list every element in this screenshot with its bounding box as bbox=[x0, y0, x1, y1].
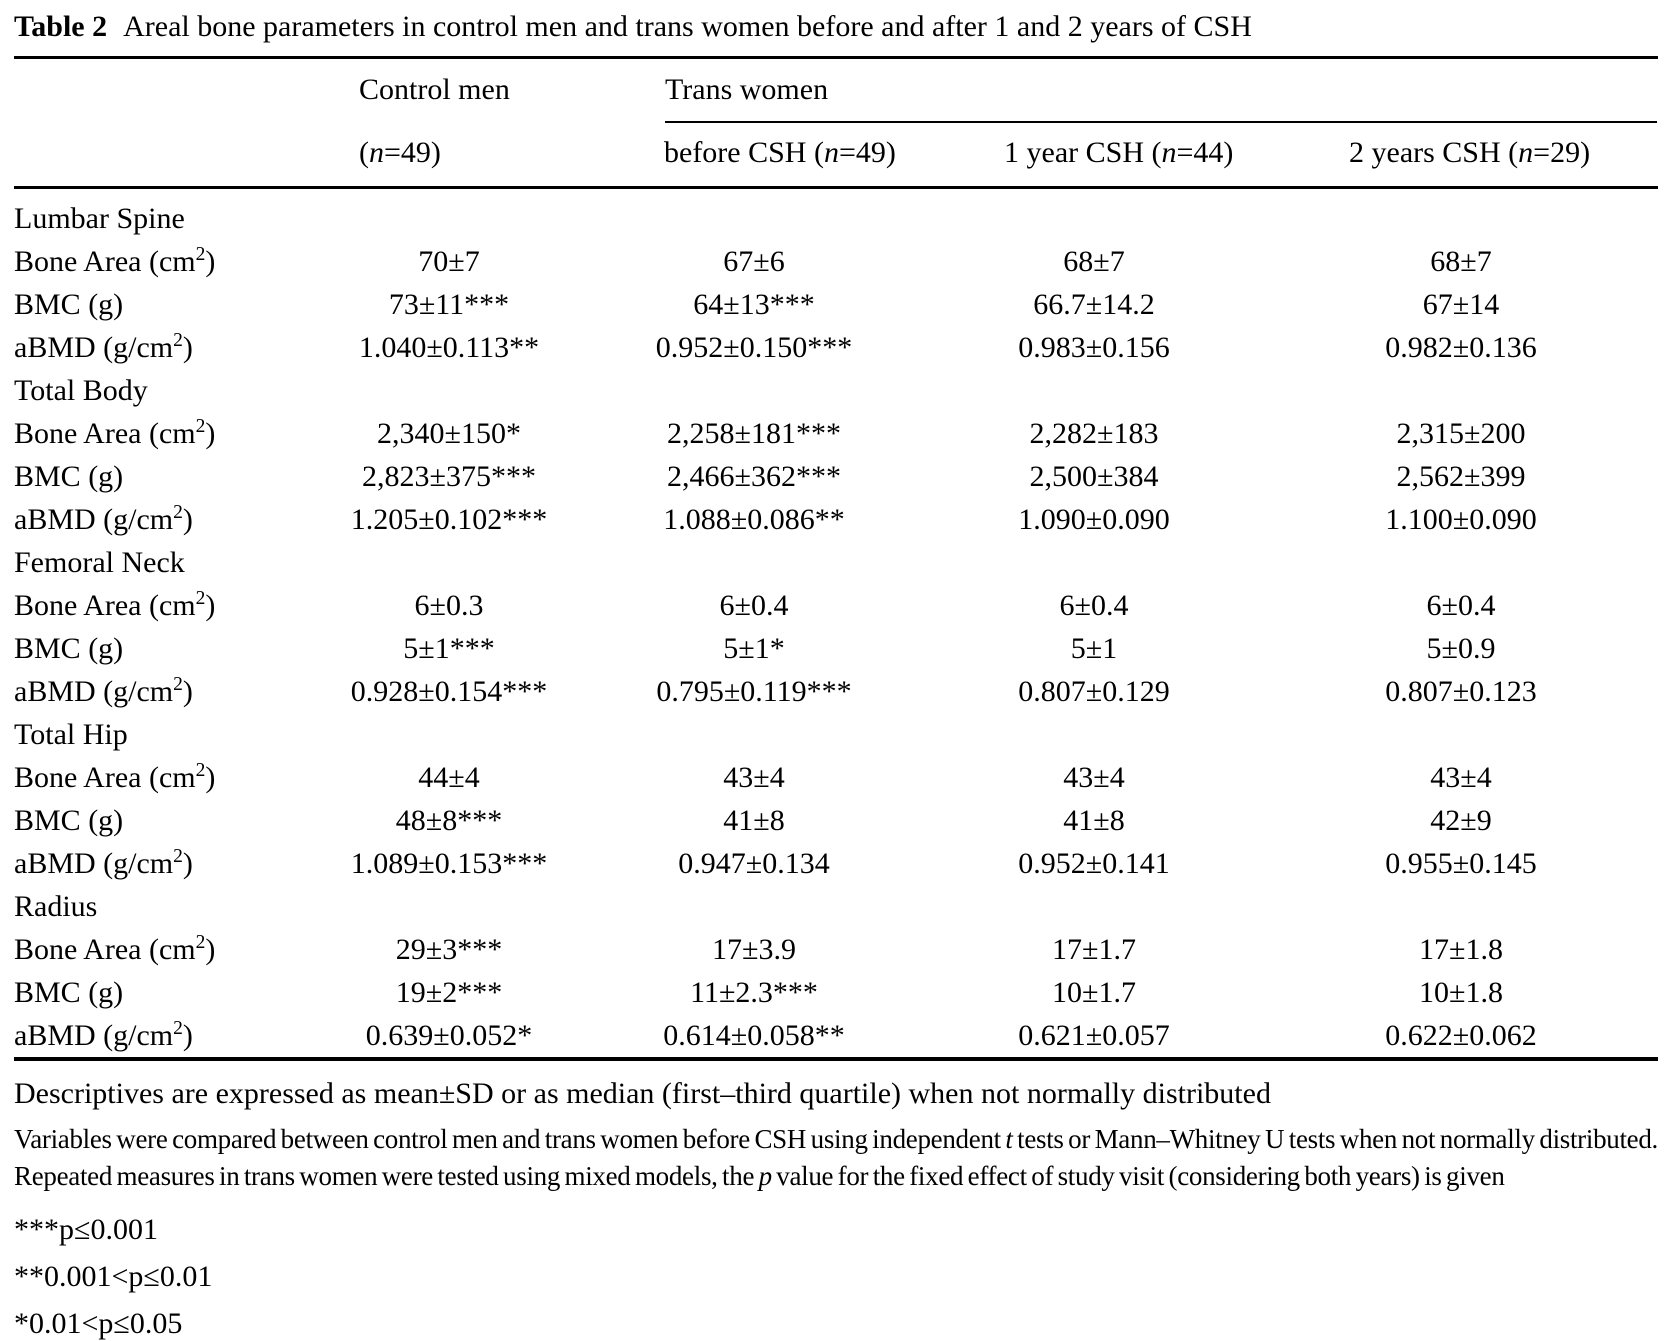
table-caption bbox=[14, 6, 1658, 56]
value-cell: 0.795±0.119*** bbox=[656, 674, 852, 708]
value-cell: 0.947±0.134 bbox=[678, 846, 830, 880]
table-row bbox=[14, 627, 1658, 670]
section-row bbox=[14, 369, 1658, 412]
row-label: BMC (g) bbox=[14, 631, 124, 665]
value-cell: 5±1*** bbox=[403, 631, 495, 665]
value-cell: 10±1.8 bbox=[1419, 975, 1503, 1009]
section-label: Lumbar Spine bbox=[14, 201, 185, 235]
value-cell: 0.614±0.058** bbox=[663, 1018, 845, 1052]
header-trans-women: Trans women bbox=[665, 73, 829, 106]
footnote-sig-001: ***p≤0.001 bbox=[14, 1213, 158, 1246]
row-label: Bone Area $(cm^2)$ bbox=[14, 587, 216, 622]
superscript: 2 bbox=[173, 329, 183, 351]
value-cell: 2,282±183 bbox=[1029, 416, 1159, 450]
n-italic: n bbox=[823, 136, 839, 169]
section-label: Total Hip bbox=[14, 717, 128, 751]
value-cell: 0.982±0.136 bbox=[1385, 330, 1537, 364]
row-label: BMC (g) bbox=[14, 287, 124, 321]
value-cell: 43±4 bbox=[1063, 760, 1125, 794]
footnote-methods: Variables were compared between control men and trans women before CSH using independent t tests or Mann–Whitney U tests when not normally distributed. Repeated measures in trans women were tested using mixed models, the p value for the fixed effect of study visit (considering both years) is given bbox=[14, 1124, 1659, 1191]
value-cell: 5±1* bbox=[723, 631, 785, 665]
table-row bbox=[14, 928, 1658, 971]
table-row bbox=[14, 412, 1658, 455]
table-row bbox=[14, 799, 1658, 842]
header-group-row bbox=[14, 58, 1658, 127]
value-cell: 0.639±0.052* bbox=[365, 1018, 533, 1052]
value-cell: 1.089±0.153*** bbox=[350, 846, 548, 880]
table-row bbox=[14, 842, 1658, 885]
value-cell: 2,340±150* bbox=[377, 416, 521, 450]
value-cell: 17±1.8 bbox=[1419, 932, 1503, 966]
value-cell: 0.952±0.141 bbox=[1018, 846, 1170, 880]
n-italic: n bbox=[1518, 136, 1534, 169]
subheader-empty-cell bbox=[14, 126, 314, 188]
row-label: Bone Area $(cm^2)$ bbox=[14, 931, 216, 966]
superscript: 2 bbox=[195, 931, 206, 953]
row-label: aBMD $(g/cm^2)$ bbox=[14, 1017, 193, 1052]
row-label: Bone Area $(cm^2)$ bbox=[14, 243, 216, 278]
superscript: 2 bbox=[195, 587, 206, 609]
value-cell: 29±3*** bbox=[395, 932, 503, 966]
value-cell: 64±13*** bbox=[693, 287, 815, 321]
n-italic: n bbox=[369, 136, 384, 169]
header-empty-cell bbox=[14, 58, 314, 127]
row-label: aBMD $(g/cm^2)$ bbox=[14, 329, 193, 364]
value-cell: 2,258±181*** bbox=[667, 416, 841, 450]
value-cell: 6±0.3 bbox=[414, 588, 484, 622]
value-cell: 73±11*** bbox=[388, 287, 510, 321]
section-row bbox=[14, 188, 1658, 241]
value-cell: 0.955±0.145 bbox=[1385, 846, 1537, 880]
row-label: Bone Area $(cm^2)$ bbox=[14, 759, 216, 794]
value-cell: 2,823±375*** bbox=[362, 459, 536, 493]
value-cell: 0.621±0.057 bbox=[1018, 1018, 1170, 1052]
footnote-descriptives: Descriptives are expressed as mean±SD or as median (first–third quartile) when not normally distributed bbox=[14, 1077, 1271, 1110]
table-row bbox=[14, 756, 1658, 799]
value-cell: 1.100±0.090 bbox=[1385, 502, 1537, 536]
value-cell: 67±6 bbox=[723, 244, 785, 278]
subheader-2years-csh: 2 years CSH (n=29) bbox=[1264, 126, 1658, 188]
table-row bbox=[14, 283, 1658, 326]
value-cell: 11±2.3*** bbox=[690, 975, 818, 1009]
value-cell: 43±4 bbox=[723, 760, 785, 794]
superscript: 2 bbox=[173, 673, 183, 695]
subheader-control-n: (n=49) bbox=[314, 126, 584, 188]
superscript: 2 bbox=[173, 501, 183, 523]
row-label: BMC (g) bbox=[14, 803, 124, 837]
value-cell: 0.622±0.062 bbox=[1385, 1018, 1537, 1052]
value-cell: 2,466±362*** bbox=[667, 459, 841, 493]
table-row bbox=[14, 498, 1658, 541]
superscript: 2 bbox=[173, 1017, 183, 1039]
value-cell: 2,500±384 bbox=[1029, 459, 1159, 493]
value-cell: 48±8*** bbox=[395, 803, 503, 837]
value-cell: 68±7 bbox=[1430, 244, 1492, 278]
value-cell: 0.807±0.123 bbox=[1385, 674, 1537, 708]
row-label: aBMD $(g/cm^2)$ bbox=[14, 501, 193, 536]
value-cell: 5±1 bbox=[1070, 631, 1118, 665]
value-cell: 2,315±200 bbox=[1396, 416, 1526, 450]
value-cell: 1.205±0.102*** bbox=[350, 502, 548, 536]
footnote-sig-01: **0.001<p≤0.01 bbox=[14, 1260, 213, 1293]
superscript: 2 bbox=[195, 243, 206, 265]
trans-women-underline bbox=[665, 73, 1657, 123]
value-cell: 0.807±0.129 bbox=[1018, 674, 1170, 708]
table-title: Areal bone parameters in control men and trans women before and after 1 and 2 years of CSH bbox=[123, 10, 1252, 43]
value-cell: 70±7 bbox=[418, 244, 480, 278]
value-cell: 6±0.4 bbox=[1059, 588, 1129, 622]
value-cell: 19±2*** bbox=[395, 975, 503, 1009]
table-label: Table 2 bbox=[14, 10, 108, 43]
value-cell: 6±0.4 bbox=[719, 588, 789, 622]
table-row bbox=[14, 240, 1658, 283]
section-label: Total Body bbox=[14, 373, 148, 407]
value-cell: 2,562±399 bbox=[1396, 459, 1526, 493]
value-cell: 17±1.7 bbox=[1052, 932, 1136, 966]
header-sub-row bbox=[14, 126, 1658, 188]
header-trans-women-cell bbox=[584, 58, 1658, 127]
subheader-1year-csh: 1 year CSH (n=44) bbox=[924, 126, 1264, 188]
value-cell: 68±7 bbox=[1063, 244, 1125, 278]
value-cell: 10±1.7 bbox=[1052, 975, 1136, 1009]
value-cell: 44±4 bbox=[418, 760, 480, 794]
section-row bbox=[14, 885, 1658, 928]
value-cell: 0.928±0.154*** bbox=[350, 674, 548, 708]
table-row bbox=[14, 670, 1658, 713]
value-cell: 17±3.9 bbox=[712, 932, 796, 966]
bone-parameters-table bbox=[14, 56, 1658, 1061]
value-cell: 1.088±0.086** bbox=[663, 502, 845, 536]
value-cell: 6±0.4 bbox=[1426, 588, 1496, 622]
footnote-sig-05: *0.01<p≤0.05 bbox=[14, 1307, 183, 1340]
row-label: aBMD $(g/cm^2)$ bbox=[14, 845, 193, 880]
row-label: BMC (g) bbox=[14, 459, 124, 493]
value-cell: 41±8 bbox=[1063, 803, 1125, 837]
section-row bbox=[14, 541, 1658, 584]
value-cell: 67±14 bbox=[1422, 287, 1500, 321]
superscript: 2 bbox=[195, 759, 206, 781]
section-label: Radius bbox=[14, 889, 98, 923]
value-cell: 66.7±14.2 bbox=[1033, 287, 1155, 321]
value-cell: 42±9 bbox=[1430, 803, 1492, 837]
row-label: BMC (g) bbox=[14, 975, 124, 1009]
table-row bbox=[14, 455, 1658, 498]
superscript: 2 bbox=[173, 845, 183, 867]
table-row bbox=[14, 1014, 1658, 1059]
value-cell: 0.952±0.150*** bbox=[655, 330, 853, 364]
value-cell: 43±4 bbox=[1430, 760, 1492, 794]
row-label: aBMD $(g/cm^2)$ bbox=[14, 673, 193, 708]
superscript: 2 bbox=[195, 415, 206, 437]
value-cell: 1.090±0.090 bbox=[1018, 502, 1170, 536]
section-label: Femoral Neck bbox=[14, 545, 185, 579]
section-row bbox=[14, 713, 1658, 756]
value-cell: 1.040±0.113** bbox=[358, 330, 540, 364]
p-italic: p bbox=[758, 1161, 772, 1191]
table-row bbox=[14, 971, 1658, 1014]
t-italic: t bbox=[1005, 1124, 1013, 1154]
row-label: Bone Area $(cm^2)$ bbox=[14, 415, 216, 450]
value-cell: 0.983±0.156 bbox=[1018, 330, 1170, 364]
table-row bbox=[14, 326, 1658, 369]
n-italic: n bbox=[1161, 136, 1177, 169]
subheader-before-csh: before CSH (n=49) bbox=[584, 126, 924, 188]
value-cell: 5±0.9 bbox=[1426, 631, 1496, 665]
header-control-men: Control men bbox=[359, 73, 510, 106]
table-row bbox=[14, 584, 1658, 627]
value-cell: 41±8 bbox=[723, 803, 785, 837]
